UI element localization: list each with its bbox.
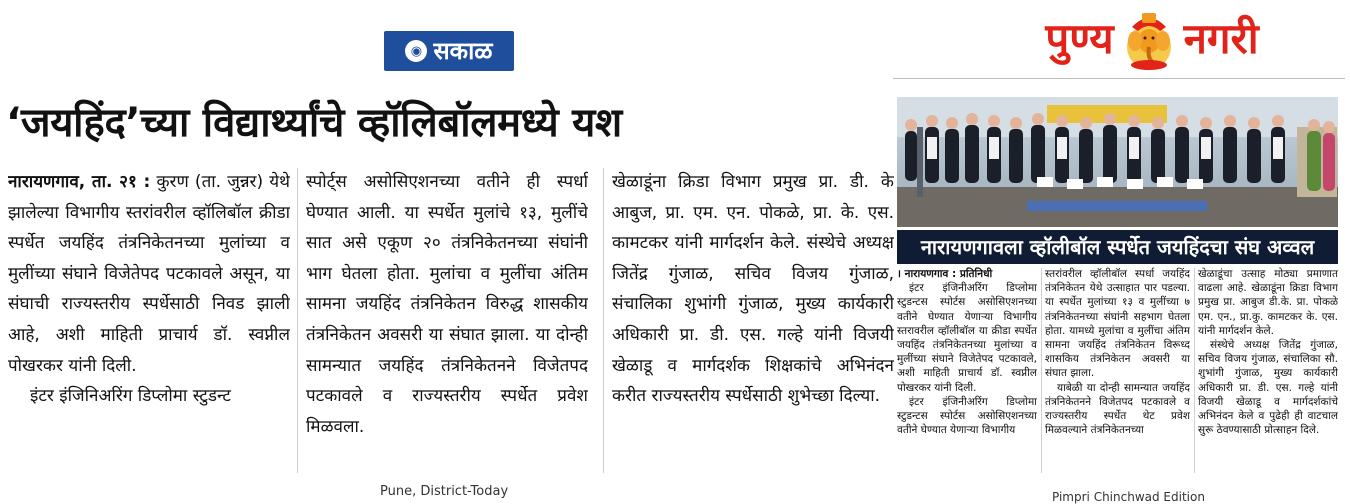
punyanagari-logo <box>988 4 1316 74</box>
punyanagari-edition-caption: Pimpri Chinchwad Edition <box>1052 490 1205 504</box>
sakal-dateline: नारायणगाव, ता. २१ : <box>8 172 151 192</box>
sakal-paragraph: इंटर इंजिनिअरिंग डिप्लोमा स्टुडन्ट <box>30 386 231 407</box>
punyanagari-logo-right: नगरी <box>1183 14 1259 63</box>
sakal-paragraph: खेळाडूंना क्रिडा विभाग प्रमुख प्रा. डी. के आबुज, प्रा. एम. एन. पोकळे, प्रा. के. एस. कामटकर यांनी मार्गदर्शन केले. संस्थेचे अध्यक्ष जितेंद्र गुंजाळ, सचिव विजय गुंजाळ, संचालिका शुभांगी गुंजाळ, मुख्य कार्यकारी अधिकारी प्रा. डी. एस. गल्हे यांनी विजयी खेळाडू व मार्गदर्शक शिक्षकांचे अभिनंदन करीत राज्यस्तरीय स्पर्धेसाठी शुभेच्छा दिल्या. <box>612 172 894 407</box>
sakal-column-1 <box>8 167 290 479</box>
sakal-edition-caption: Pune, District-Today <box>380 484 509 499</box>
sakal-column-3 <box>612 167 894 479</box>
sakal-paragraph <box>8 167 290 381</box>
sakal-column-2 <box>306 167 588 479</box>
punyanagari-paragraph: इंटर इंजिनीअरिंग डिप्लोमा स्टुडन्टस स्पोर्टस असोसिएशनच्या वतीने घेण्यात येणाऱ्या विभागीय स्तरावरील व्हॉलीबॉल या क्रीडा स्पर्धेत जयहिंद तंत्रनिकेतनच्या मुलांच्या व मुलींच्या संघाने विजेतेपद पटकावले, अशी माहिती प्राचार्य डॉ. स्वप्नील पोखरकर यांनी दिली. <box>897 282 1037 394</box>
punyanagari-headline: नारायणगावला व्हॉलीबॉल स्पर्धेत जयहिंदचा संघ अव्वल <box>897 230 1338 264</box>
punyanagari-column-2 <box>1045 267 1190 477</box>
ganesha-icon <box>1120 7 1178 71</box>
column-divider <box>603 168 604 473</box>
team-photo <box>897 97 1338 227</box>
sakal-emblem-icon: ◉ <box>405 40 427 62</box>
column-divider <box>297 168 298 473</box>
punyanagari-logo-left: पुण्य <box>1045 14 1114 63</box>
sakal-logo <box>384 31 514 71</box>
column-divider <box>1041 268 1042 473</box>
sakal-logo-text: सकाळ <box>433 37 493 65</box>
punyanagari-paragraph: याबेळी या दोन्ही सामन्यात जयहिंद तंत्रनिकेतनने विजेतपद पटकावले व राज्यस्तरीय स्पर्धेत थेट प्रवेश मिळवल्याने तंत्रनिकेतनच्या <box>1045 381 1190 437</box>
punyanagari-paragraph: खेळाडूंचा उत्साह मोठ्या प्रमाणात वाढला आहे. खेळाडूंना क्रिडा विभाग प्रमुख प्रा. आबुज डी.के. प्रा. पोकळे एम. एन., प्रा.कु. कामटकर के. एस. यांनी मार्गदर्शन केले. <box>1198 268 1338 337</box>
punyanagari-dateline: । नारायणगाव : प्रतिनिधी <box>897 268 993 280</box>
sakal-headline: ‘जयहिंद’च्या विद्यार्थ्यांचे व्हॉलिबॉलमध्ये यश <box>6 100 622 146</box>
punyanagari-paragraph: संस्थेचे अध्यक्ष जितेंद्र गुंजाळ, सचिव विजय गुंजाळ, संचालिका सौ. शुभांगी गुंजाळ, मुख्य कार्यकारी अधिकारी प्रा. डी. एस. गल्हे यांनी विजयी खेळाडू व मार्गदर्शकांचे अभिनंदन केले व पुढेही ही वाटचाल सुरू ठेवण्यासाठी प्रोत्साहन दिले. <box>1198 339 1338 437</box>
punyanagari-column-1 <box>897 267 1037 477</box>
column-divider <box>1194 268 1195 473</box>
punyanagari-column-3 <box>1198 267 1338 477</box>
masthead-rule <box>893 78 1345 79</box>
sakal-col1-text: कुरण (ता. जुन्नर) येथे झालेल्या विभागीय स्तरांवरील व्हॉलिबॉल क्रीडा स्पर्धेत जयहिंद तंत्रनिकेतनच्या मुलांच्या व मुलींच्या संघाने विजेतेपद पटकावले असून, या संघाची राज्यस्तरीय स्पर्धेसाठी निवड झाली आहे, अशी माहिती प्राचार्य डॉ. स्वप्नील पोखरकर यांनी दिली. <box>8 172 290 376</box>
punyanagari-paragraph: इंटर इंजिनीअरिंग डिप्लोमा स्टुडन्टस स्पोर्टस असोसिएशनच्या वतीने घेण्यात येणाऱ्या विभागीय <box>897 395 1037 437</box>
sakal-paragraph: स्पोर्ट्स असोसिएशनच्या वतीने ही स्पर्धा घेण्यात आली. या स्पर्धेत मुलांचे १३, मुलींचे सात असे एकूण २० तंत्रनिकेतनच्या संघांनी भाग घेतला होता. मुलांचा व मुलींचा अंतिम सामना जयहिंद तंत्रनिकेतन विरुद्ध शासकीय तंत्रनिकेतन अवसरी या संघात झाला. या दोन्ही सामन्यात जयहिंद तंत्रनिकेतनने विजेतपद पटकावले व राज्यस्तरीय स्पर्धेत प्रवेश मिळवला. <box>306 172 588 437</box>
punyanagari-paragraph: स्तरांवरील व्हॉलीबॉल स्पर्धा जयहिंद तंत्रनिकेतन येथे उत्साहात पार पडल्या. या स्पर्धेत मुलांच्या १३ व मुलींच्या ७ तंत्रनिकेतनच्या संघांनी सहभाग घेतला होता. यामध्ये मुलांचा व मुलींचा अंतिम सामना जयहिंद तंत्रनिकेतन विरूध्द शासकिय तंत्रनिकेतन अवसरी या संघात झाला. <box>1045 268 1190 380</box>
